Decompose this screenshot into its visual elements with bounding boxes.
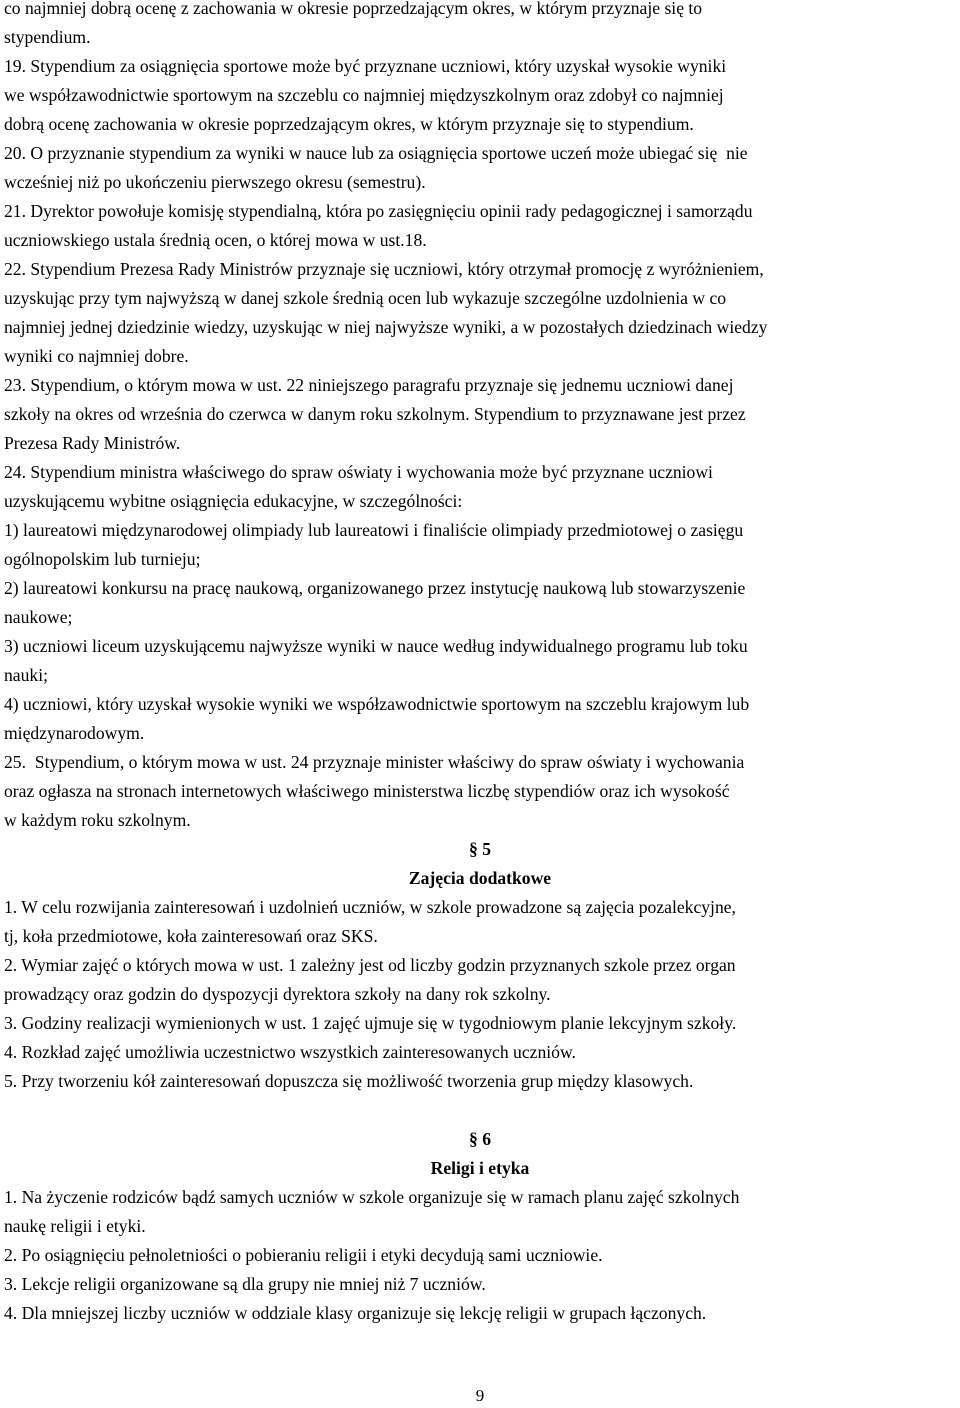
section-5 <box>4 835 956 1096</box>
text-line: uzyskując przy tym najwyższą w danej szkole średnią ocen lub wykazuje szczególne uzdolnienia w co <box>4 288 727 308</box>
text-line: 21. Dyrektor powołuje komisję stypendialną, która po zasięgnięciu opinii rady pedagogicznej i samorządu <box>4 201 753 221</box>
text-line: szkoły na okres od września do czerwca w danym roku szkolnym. Stypendium to przyznawane jest przez <box>4 404 746 424</box>
text-line: naukę religii i etyki. <box>4 1216 146 1236</box>
text-line: 24. Stypendium ministra właściwego do spraw oświaty i wychowania może być przyznane uczniowi <box>4 462 713 482</box>
text-line: 23. Stypendium, o którym mowa w ust. 22 niniejszego paragrafu przyznaje się jednemu uczniowi danej <box>4 375 734 395</box>
text-line: ogólnopolskim lub turnieju; <box>4 549 201 569</box>
section-number: § 5 <box>469 839 491 859</box>
section-title: Zajęcia dodatkowe <box>408 868 552 888</box>
section-title: Religi i etyka <box>430 1158 530 1178</box>
text-line: 4. Dla mniejszej liczby uczniów w oddziale klasy organizuje się lekcję religii w grupach łączonych. <box>4 1303 707 1323</box>
text-line: we współzawodnictwie sportowym na szczeblu co najmniej międzyszkolnym oraz zdobył co najmniej <box>4 85 724 105</box>
text-line: stypendium. <box>4 27 91 47</box>
text-line: dobrą ocenę zachowania w okresie poprzedzającym okres, w którym przyznaje się to stypendium. <box>4 114 694 134</box>
text-line: 3. Lekcje religii organizowane są dla grupy nie mniej niż 7 uczniów. <box>4 1274 486 1294</box>
text-line: oraz ogłasza na stronach internetowych właściwego ministerstwa liczbę stypendiów oraz ich wysokość <box>4 781 730 801</box>
text-line: 5. Przy tworzeniu kół zainteresowań dopuszcza się możliwość tworzenia grup między klasowych. <box>4 1071 694 1091</box>
text-line: 2. Wymiar zajęć o których mowa w ust. 1 zależny jest od liczby godzin przyznanych szkole przez organ <box>4 955 736 975</box>
page-number: 9 <box>475 1386 485 1405</box>
text-line: naukowe; <box>4 607 73 627</box>
text-line: 19. Stypendium za osiągnięcia sportowe może być przyznane uczniowi, który uzyskał wysokie wyniki <box>4 56 727 76</box>
text-line: prowadzący oraz godzin do dyspozycji dyrektora szkoły na dany rok szkolny. <box>4 984 551 1004</box>
text-line: 2) laureatowi konkursu na pracę naukową, organizowanego przez instytucję naukową lub stowarzyszenie <box>4 578 746 598</box>
text-line: 22. Stypendium Prezesa Rady Ministrów przyznaje się uczniowi, który otrzymał promocję z wyróżnieniem, <box>4 259 764 279</box>
section-number: § 6 <box>469 1129 491 1149</box>
text-line: Prezesa Rady Ministrów. <box>4 433 181 453</box>
section-6 <box>4 1125 956 1328</box>
text-line: 4. Rozkład zajęć umożliwia uczestnictwo wszystkich zainteresowanych uczniów. <box>4 1042 576 1062</box>
text-line: uczniowskiego ustala średnią ocen, o której mowa w ust.18. <box>4 230 427 250</box>
text-line: 1) laureatowi międzynarodowej olimpiady lub laureatowi i finaliście olimpiady przedmiotowej o zasięgu <box>4 520 744 540</box>
document-page <box>4 0 956 1328</box>
text-line: 1. W celu rozwijania zainteresowań i uzdolnień uczniów, w szkole prowadzone są zajęcia pozalekcyjne, <box>4 897 736 917</box>
text-line: tj, koła przedmiotowe, koła zainteresowań oraz SKS. <box>4 926 378 946</box>
text-line: co najmniej dobrą ocenę z zachowania w okresie poprzedzającym okres, w którym przyznaje się to <box>4 0 703 18</box>
text-line: międzynarodowym. <box>4 723 145 743</box>
text-line: 2. Po osiągnięciu pełnoletniości o pobieraniu religii i etyki decydują sami uczniowie. <box>4 1245 603 1265</box>
text-line: 25. Stypendium, o którym mowa w ust. 24 przyznaje minister właściwy do spraw oświaty i wychowania <box>4 752 745 772</box>
text-line: wyniki co najmniej dobre. <box>4 346 189 366</box>
text-line: 3) uczniowi liceum uzyskującemu najwyższe wyniki w nauce według indywidualnego programu lub toku <box>4 636 748 656</box>
spacer <box>4 1096 956 1125</box>
text-line: w każdym roku szkolnym. <box>4 810 191 830</box>
text-line: uzyskującemu wybitne osiągnięcia edukacyjne, w szczególności: <box>4 491 463 511</box>
text-line: 4) uczniowi, który uzyskał wysokie wyniki we współzawodnictwie sportowym na szczeblu krajowym lub <box>4 694 750 714</box>
paragraphs-top <box>4 0 956 835</box>
text-line: 1. Na życzenie rodziców bądź samych uczniów w szkole organizuje się w ramach planu zajęć szkolnych <box>4 1187 740 1207</box>
text-line: wcześniej niż po ukończeniu pierwszego okresu (semestru). <box>4 172 426 192</box>
text-line: nauki; <box>4 665 48 685</box>
text-line: najmniej jednej dziedzinie wiedzy, uzyskując w niej najwyższe wyniki, a w pozostałych dziedzinach wiedzy <box>4 317 768 337</box>
text-line: 3. Godziny realizacji wymienionych w ust. 1 zajęć ujmuje się w tygodniowym planie lekcyjnym szkoły. <box>4 1013 737 1033</box>
text-line: 20. O przyznanie stypendium za wyniki w nauce lub za osiągnięcia sportowe uczeń może ubiegać się nie <box>4 143 748 163</box>
